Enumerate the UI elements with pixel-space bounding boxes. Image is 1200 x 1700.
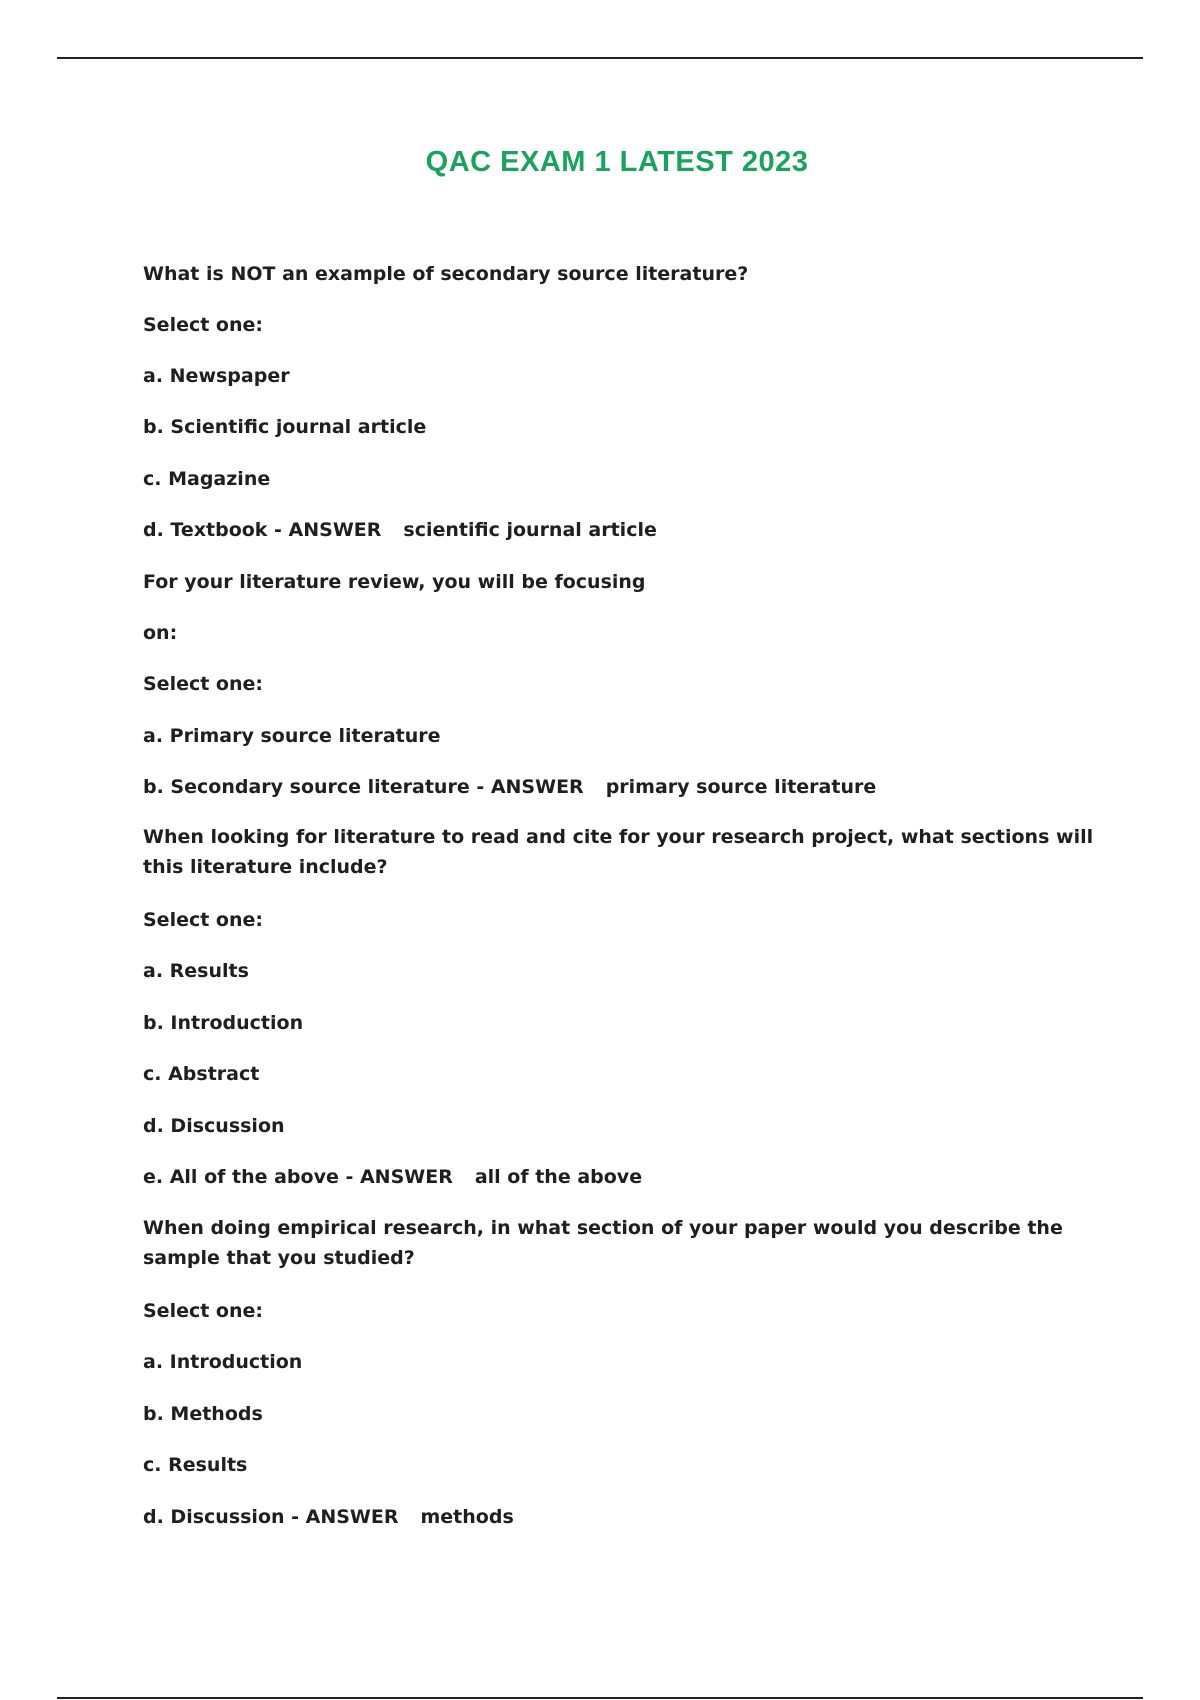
q3-option-e <box>143 1162 1103 1192</box>
q1-select-label: Select one: <box>143 314 263 336</box>
q4-answer: methods <box>420 1506 514 1528</box>
q3-option-e-label: e. All of the above - ANSWER <box>143 1166 453 1188</box>
q1-prompt: What is NOT an example of secondary source literature? <box>143 263 749 285</box>
q2-prompt-line2: on: <box>143 622 178 644</box>
q1-option-c: c. Magazine <box>143 468 271 490</box>
q4-prompt: When doing empirical research, in what section of your paper would you describe the sample that you studied? <box>143 1217 1063 1269</box>
q3-option-a: a. Results <box>143 960 249 982</box>
q1-option-a: a. Newspaper <box>143 365 290 387</box>
q4-option-b: b. Methods <box>143 1403 263 1425</box>
q1-answer: scientific journal article <box>403 519 657 541</box>
bottom-rule <box>57 1697 1143 1699</box>
q2-option-b-label: b. Secondary source literature - ANSWER <box>143 776 584 798</box>
q3-option-c: c. Abstract <box>143 1063 260 1085</box>
q4-select-label: Select one: <box>143 1300 263 1322</box>
q2-option-a: a. Primary source literature <box>143 725 441 747</box>
q4-option-d-label: d. Discussion - ANSWER <box>143 1506 399 1528</box>
q4-option-c: c. Results <box>143 1454 248 1476</box>
q2-select-label: Select one: <box>143 673 263 695</box>
q4-option-d <box>143 1502 1103 1532</box>
q1-option-d-label: d. Textbook - ANSWER <box>143 519 382 541</box>
q2-option-b <box>143 772 1103 802</box>
q1-option-d <box>143 515 1103 545</box>
q3-answer: all of the above <box>474 1166 643 1188</box>
q3-select-label: Select one: <box>143 909 263 931</box>
q3-option-d: d. Discussion <box>143 1115 285 1137</box>
q2-answer: primary source literature <box>605 776 877 798</box>
q3-prompt: When looking for literature to read and cite for your research project, what sections will this literature include? <box>143 826 1094 878</box>
top-rule <box>57 57 1143 59</box>
q1-option-b: b. Scientific journal article <box>143 416 427 438</box>
q4-option-a: a. Introduction <box>143 1351 303 1373</box>
document-title: QAC EXAM 1 LATEST 2023 <box>425 146 809 178</box>
q2-prompt-line1: For your literature review, you will be focusing <box>143 571 646 593</box>
q3-option-b: b. Introduction <box>143 1012 304 1034</box>
